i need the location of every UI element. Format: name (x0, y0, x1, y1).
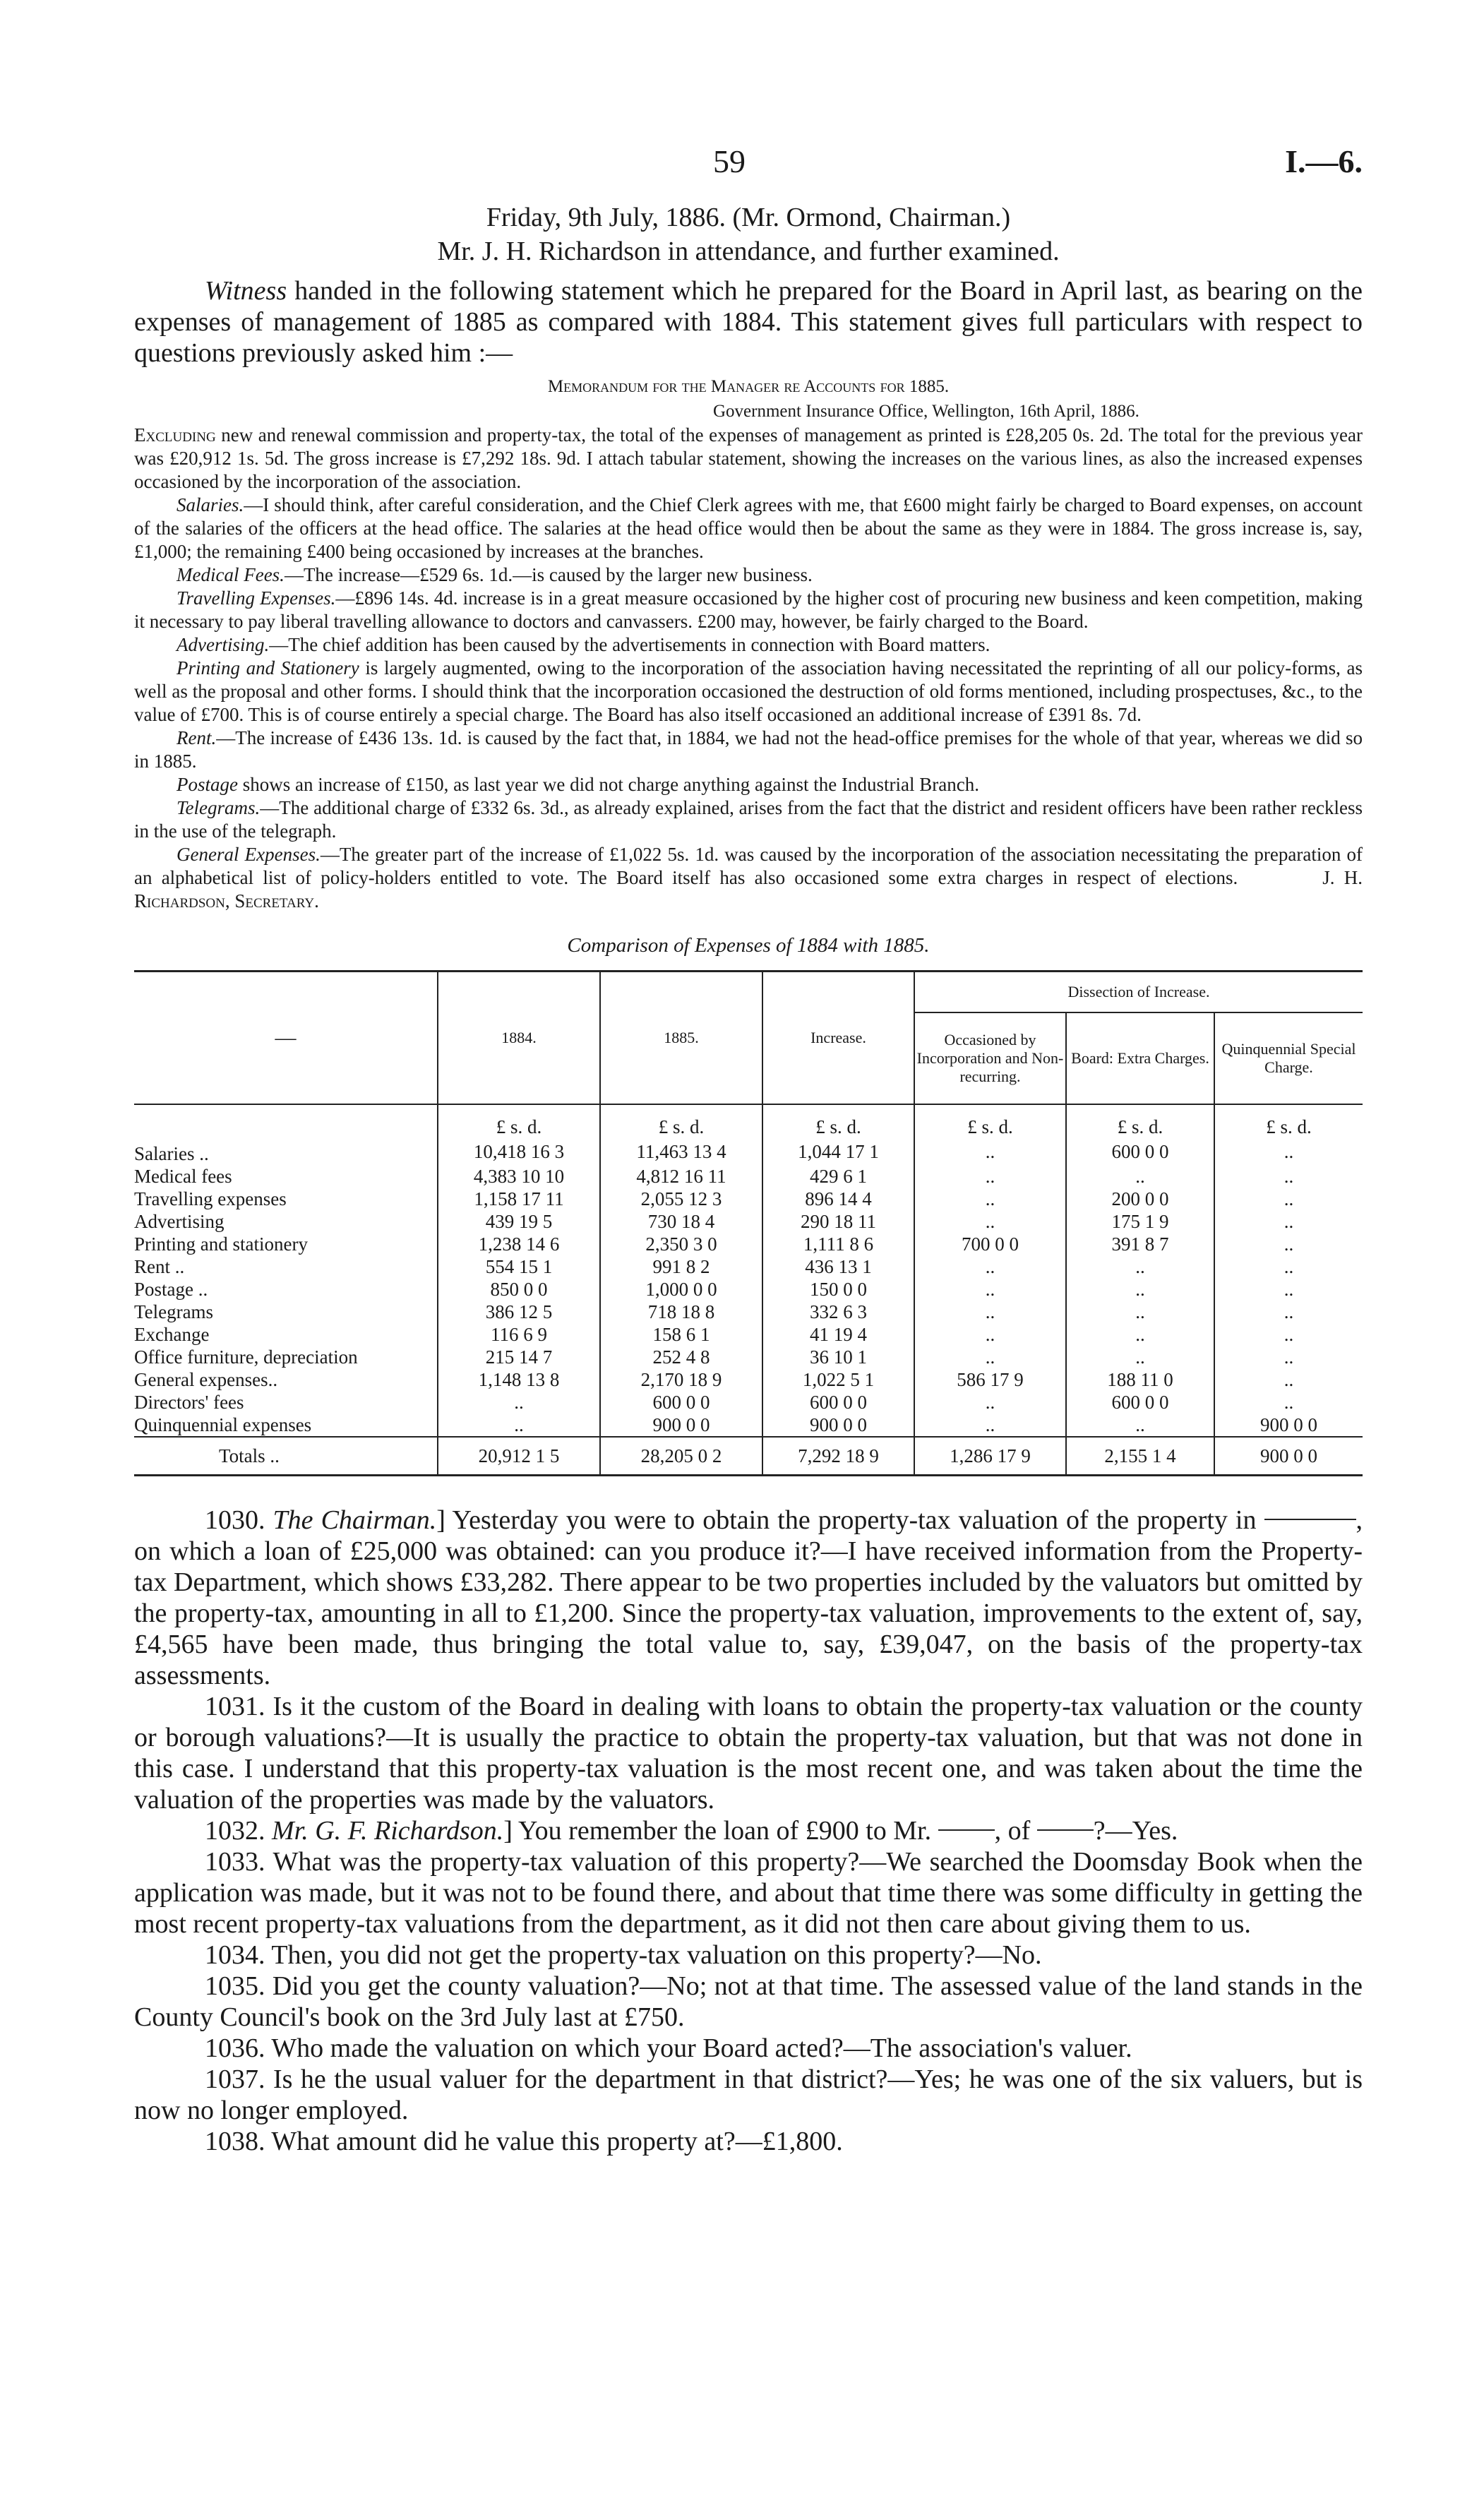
row-label: Travelling expenses (134, 1188, 287, 1209)
value-1884: 554 15 1 (438, 1255, 600, 1278)
memo-text: —The chief addition has been caused by the advertisements in connection with Board matters. (269, 634, 991, 655)
col-header-quinquennial: Quinquennial Special Charge. (1214, 1012, 1363, 1104)
value-board: 600 0 0 (1066, 1391, 1214, 1414)
value-1884: 1,158 17 11 (438, 1188, 600, 1210)
redacted-blank (1037, 1829, 1094, 1831)
question-text: ] Yesterday you were to obtain the property-tax valuation of the property in (436, 1505, 1264, 1535)
value-1884: .. (438, 1414, 600, 1437)
witness-intro-text: handed in the following statement which he prepared for the Board in April last, as bearing on the expenses of management of 1885 as compared with 1884. This statement gives full particulars with respect to questions previously asked him :— (134, 276, 1363, 368)
row-label: Medical fees (134, 1166, 232, 1187)
value-quinquennial: .. (1214, 1165, 1363, 1188)
question-1038: 1038. What amount did he value this property at?—£1,800. (205, 2127, 843, 2156)
memo-lead: Salaries. (176, 494, 244, 515)
answer-text: ?—Yes. (1093, 1816, 1178, 1846)
value-1884: 386 12 5 (438, 1301, 600, 1323)
memo-text: —I should think, after careful consideration, and the Chief Clerk agrees with me, that £600 might fairly be charged to Board expenses, on account of the salaries of the officers at the head office. The salaries at the head office would then be about the same as they were in 1884. The gross increase is, say, £1,000; the remaining £400 being occasioned by increases at the branches. (134, 494, 1363, 562)
row-label: Office furniture, depreciation (134, 1346, 358, 1368)
table-row (134, 1210, 1363, 1233)
row-label: Telegrams (134, 1301, 214, 1322)
value-1885: 2,350 3 0 (600, 1233, 762, 1255)
memo-paragraph (134, 633, 1363, 657)
memo-text: new and renewal commission and property-tax, the total of the expenses of management as printed is £28,205 0s. 2d. The total for the previous year was £20,912 1s. 5d. The gross increase is £7,292 18s. 9d. I attach tabular statement, showing the increases on the various lines, as also the increased expenses occasioned by the incorporation of the association. (134, 424, 1363, 492)
col-header-increase: Increase. (762, 972, 914, 1105)
value-occasioned: .. (914, 1278, 1066, 1301)
total-1885: 28,205 0 2 (600, 1437, 762, 1476)
value-occasioned: .. (914, 1210, 1066, 1233)
memo-text: —The increase—£529 6s. 1d.—is caused by the larger new business. (284, 564, 813, 585)
total-1884: 20,912 1 5 (438, 1437, 600, 1476)
value-1885: 252 4 8 (600, 1346, 762, 1368)
question-1036: 1036. Who made the valuation on which your Board acted?—The association's valuer. (205, 2033, 1132, 2063)
value-increase: 1,022 5 1 (762, 1368, 914, 1391)
table-row (134, 1138, 1363, 1165)
witness-word: Witness (205, 276, 287, 306)
memo-lead: General Expenses. (176, 844, 321, 865)
memo-lead: Travelling Expenses. (176, 587, 336, 609)
value-quinquennial: .. (1214, 1301, 1363, 1323)
value-1884: 215 14 7 (438, 1346, 600, 1368)
value-board: .. (1066, 1414, 1214, 1437)
value-board: 188 11 0 (1066, 1368, 1214, 1391)
question-1034: 1034. Then, you did not get the property-tax valuation on this property?—No. (205, 1940, 1042, 1970)
memo-paragraph (134, 563, 1363, 587)
value-quinquennial: .. (1214, 1255, 1363, 1278)
value-occasioned: .. (914, 1165, 1066, 1188)
value-1885: 991 8 2 (600, 1255, 762, 1278)
row-label: Salaries .. (134, 1143, 209, 1164)
units-label: £ s. d. (1066, 1104, 1214, 1138)
value-occasioned: .. (914, 1346, 1066, 1368)
memo-paragraph (134, 796, 1363, 843)
memo-lead: Excluding (134, 424, 216, 446)
memo-paragraph (134, 843, 1363, 913)
redacted-blank (938, 1829, 995, 1831)
dissection-header: Dissection of Increase. (914, 972, 1363, 1013)
redacted-blank (1264, 1519, 1356, 1520)
row-label: General expenses.. (134, 1369, 278, 1390)
value-occasioned: .. (914, 1323, 1066, 1346)
page-number: 59 (713, 143, 746, 179)
question-1037: 1037. Is he the usual valuer for the department in that district?—Yes; he was one of the six valuers, but is now no longer employed. (134, 2064, 1363, 2125)
speaker: The Chairman. (273, 1505, 437, 1535)
value-quinquennial: 900 0 0 (1214, 1414, 1363, 1437)
value-occasioned: 700 0 0 (914, 1233, 1066, 1255)
value-increase: 429 6 1 (762, 1165, 914, 1188)
value-increase: 1,044 17 1 (762, 1138, 914, 1165)
question-number: 1030. (205, 1505, 265, 1535)
units-label: £ s. d. (438, 1104, 600, 1138)
value-quinquennial: .. (1214, 1391, 1363, 1414)
units-label: £ s. d. (1214, 1104, 1363, 1138)
page-header (134, 127, 1363, 191)
question-number: 1032. (205, 1816, 265, 1846)
value-1884: 1,148 13 8 (438, 1368, 600, 1391)
memo-paragraph (134, 727, 1363, 773)
value-increase: 36 10 1 (762, 1346, 914, 1368)
col-header-board: Board: Extra Charges. (1066, 1012, 1214, 1104)
memo-title: Memorandum for the Manager re Accounts for 1885. (547, 377, 950, 396)
value-board: .. (1066, 1165, 1214, 1188)
table-caption: Comparison of Expenses of 1884 with 1885. (567, 934, 930, 957)
totals-label: Totals .. (134, 1437, 438, 1476)
memo-paragraph (134, 494, 1363, 563)
memo-lead: Rent. (176, 727, 217, 748)
question-text: , of (994, 1816, 1037, 1846)
memo-lead: Printing and Stationery (176, 657, 359, 679)
value-1885: 2,170 18 9 (600, 1368, 762, 1391)
value-board: 600 0 0 (1066, 1138, 1214, 1165)
table-row (134, 1278, 1363, 1301)
value-1885: 1,000 0 0 (600, 1278, 762, 1301)
table-row (134, 1391, 1363, 1414)
memo-signature: J. H. Richardson, Secretary. (134, 867, 1363, 912)
units-label: £ s. d. (914, 1104, 1066, 1138)
value-increase: 290 18 11 (762, 1210, 914, 1233)
document-reference: I.—6. (1285, 143, 1363, 179)
row-label: Postage .. (134, 1279, 208, 1300)
value-increase: 41 19 4 (762, 1323, 914, 1346)
table-row (134, 1233, 1363, 1255)
memo-text: —The additional charge of £332 6s. 3d., as already explained, arises from the fact that the district and resident officers have been rather reckless in the use of the telegraph. (134, 797, 1363, 842)
value-quinquennial: .. (1214, 1210, 1363, 1233)
memo-text: —£896 14s. 4d. increase is in a great measure occasioned by the higher cost of procuring new business and keen competition, making it necessary to pay liberal travelling allowance to doctors and canvassers. £200 may, however, be fairly charged to the Board. (134, 587, 1363, 632)
value-occasioned: .. (914, 1255, 1066, 1278)
memo-lead: Advertising. (176, 634, 270, 655)
value-increase: 900 0 0 (762, 1414, 914, 1437)
value-occasioned: .. (914, 1138, 1066, 1165)
expenses-table (134, 970, 1363, 1476)
memo-text: shows an increase of £150, as last year we did not charge anything against the Industrial Branch. (238, 774, 979, 795)
row-label: Exchange (134, 1324, 210, 1345)
total-quinquennial: 900 0 0 (1214, 1437, 1363, 1476)
value-1885: 718 18 8 (600, 1301, 762, 1323)
col-header-occasioned: Occasioned by Incorporation and Non-recurring. (914, 1012, 1066, 1104)
value-quinquennial: .. (1214, 1368, 1363, 1391)
memo-text: —The increase of £436 13s. 1d. is caused by the fact that, in 1884, we had not the head-office premises for the whole of that year, whereas we did so in 1885. (134, 727, 1363, 772)
witness-intro (134, 275, 1363, 369)
row-label: Rent .. (134, 1256, 185, 1277)
answer-text: , on which a loan of £25,000 was obtained: can you produce it?—I have received information from the Property-tax Department, which shows £33,282. There appear to be two properties included by the valuators but omitted by the property-tax, amounting in all to £1,200. Since the property-tax valuation, improvements to the extent of, say, £4,565 have been made, thus bringing the total value to, say, £39,047, on the basis of the property-tax assessments. (134, 1505, 1363, 1690)
value-1885: 4,812 16 11 (600, 1165, 762, 1188)
speaker: Mr. G. F. Richardson. (272, 1816, 504, 1846)
question-1031: 1031. Is it the custom of the Board in dealing with loans to obtain the property-tax valuation or the county or borough valuations?—It is usually the practice to obtain the property-tax valuation, but that was not done in this case. I understand that this property-tax valuation is the most recent one, and was taken about the time the valuation of the properties was made by the valuators. (134, 1692, 1363, 1815)
value-occasioned: .. (914, 1188, 1066, 1210)
row-label: Directors' fees (134, 1392, 244, 1413)
value-quinquennial: .. (1214, 1323, 1363, 1346)
units-label: £ s. d. (600, 1104, 762, 1138)
total-board: 2,155 1 4 (1066, 1437, 1214, 1476)
memo-lead: Postage (176, 774, 238, 795)
value-increase: 332 6 3 (762, 1301, 914, 1323)
memo-text: is largely augmented, owing to the incorporation of the association having necessitated the reprinting of all our policy-forms, as well as the proposal and other forms. I should think that the incorporation occasioned the destruction of old forms mentioned, including prospectuses, &c., to the value of £700. This is of course entirely a special charge. The Board has also itself occasioned an additional increase of £391 8s. 7d. (134, 657, 1363, 725)
row-label: Quinquennial expenses (134, 1414, 312, 1435)
memo-body (134, 424, 1363, 913)
label-column-header: — (275, 1026, 297, 1049)
table-row (134, 1414, 1363, 1437)
value-board: 200 0 0 (1066, 1188, 1214, 1210)
questions-answers (134, 1505, 1363, 2157)
value-increase: 600 0 0 (762, 1391, 914, 1414)
value-occasioned: .. (914, 1414, 1066, 1437)
value-1884: 116 6 9 (438, 1323, 600, 1346)
total-occasioned: 1,286 17 9 (914, 1437, 1066, 1476)
table-row (134, 1188, 1363, 1210)
value-1885: 2,055 12 3 (600, 1188, 762, 1210)
value-1884: 439 19 5 (438, 1210, 600, 1233)
value-1885: 600 0 0 (600, 1391, 762, 1414)
table-row (134, 1368, 1363, 1391)
memo-text: —The greater part of the increase of £1,022 5s. 1d. was caused by the incorporation of the association necessitating the preparation of an alphabetical list of policy-holders entitled to vote. The Board itself has also occasioned some extra charges in respect of elections. (134, 844, 1363, 888)
question-1030 (134, 1505, 1363, 1691)
value-quinquennial: .. (1214, 1346, 1363, 1368)
value-board: .. (1066, 1278, 1214, 1301)
units-label: £ s. d. (762, 1104, 914, 1138)
question-1035: 1035. Did you get the county valuation?—No; not at that time. The assessed value of the land stands in the County Council's book on the 3rd July last at £750. (134, 1971, 1363, 2032)
value-board: .. (1066, 1255, 1214, 1278)
table-row (134, 1346, 1363, 1368)
table-row (134, 1323, 1363, 1346)
value-1884: 4,383 10 10 (438, 1165, 600, 1188)
value-board: 391 8 7 (1066, 1233, 1214, 1255)
table-row (134, 1165, 1363, 1188)
table-row (134, 1301, 1363, 1323)
value-increase: 150 0 0 (762, 1278, 914, 1301)
value-quinquennial: .. (1214, 1188, 1363, 1210)
value-1884: 10,418 16 3 (438, 1138, 600, 1165)
value-1884: 1,238 14 6 (438, 1233, 600, 1255)
row-label: Advertising (134, 1211, 225, 1232)
memo-lead: Medical Fees. (176, 564, 285, 585)
value-quinquennial: .. (1214, 1138, 1363, 1165)
document-page (134, 127, 1363, 2157)
value-increase: 436 13 1 (762, 1255, 914, 1278)
value-board: .. (1066, 1301, 1214, 1323)
totals-row (134, 1437, 1363, 1476)
value-1885: 900 0 0 (600, 1414, 762, 1437)
question-1032 (134, 1815, 1363, 1846)
total-increase: 7,292 18 9 (762, 1437, 914, 1476)
value-1885: 730 18 4 (600, 1210, 762, 1233)
question-text: ] You remember the loan of £900 to Mr. (503, 1816, 938, 1846)
session-date-line: Friday, 9th July, 1886. (Mr. Ormond, Chairman.) (486, 203, 1011, 232)
memo-paragraph (134, 773, 1363, 796)
value-occasioned: 586 17 9 (914, 1368, 1066, 1391)
col-header-1885: 1885. (600, 972, 762, 1105)
value-board: .. (1066, 1323, 1214, 1346)
value-board: .. (1066, 1346, 1214, 1368)
value-increase: 896 14 4 (762, 1188, 914, 1210)
value-1885: 11,463 13 4 (600, 1138, 762, 1165)
memo-paragraph (134, 424, 1363, 494)
value-quinquennial: .. (1214, 1278, 1363, 1301)
memo-paragraph (134, 587, 1363, 633)
table-row (134, 1255, 1363, 1278)
value-quinquennial: .. (1214, 1233, 1363, 1255)
value-occasioned: .. (914, 1391, 1066, 1414)
memo-lead: Telegrams. (176, 797, 261, 818)
value-increase: 1,111 8 6 (762, 1233, 914, 1255)
value-board: 175 1 9 (1066, 1210, 1214, 1233)
question-1033: 1033. What was the property-tax valuation of this property?—We searched the Doomsday Book when the application was made, but it was not to be found there, and about that time there was some difficulty in getting the most recent property-tax valuations from the department, as it did not then care about giving them to us. (134, 1847, 1363, 1939)
memo-paragraph (134, 657, 1363, 727)
value-1884: .. (438, 1391, 600, 1414)
value-1884: 850 0 0 (438, 1278, 600, 1301)
value-1885: 158 6 1 (600, 1323, 762, 1346)
value-occasioned: .. (914, 1301, 1066, 1323)
attendance-line: Mr. J. H. Richardson in attendance, and further examined. (437, 237, 1060, 266)
memo-office-date: Government Insurance Office, Wellington, 16th April, 1886. (713, 402, 1139, 421)
row-label: Printing and stationery (134, 1233, 308, 1255)
col-header-1884: 1884. (438, 972, 600, 1105)
